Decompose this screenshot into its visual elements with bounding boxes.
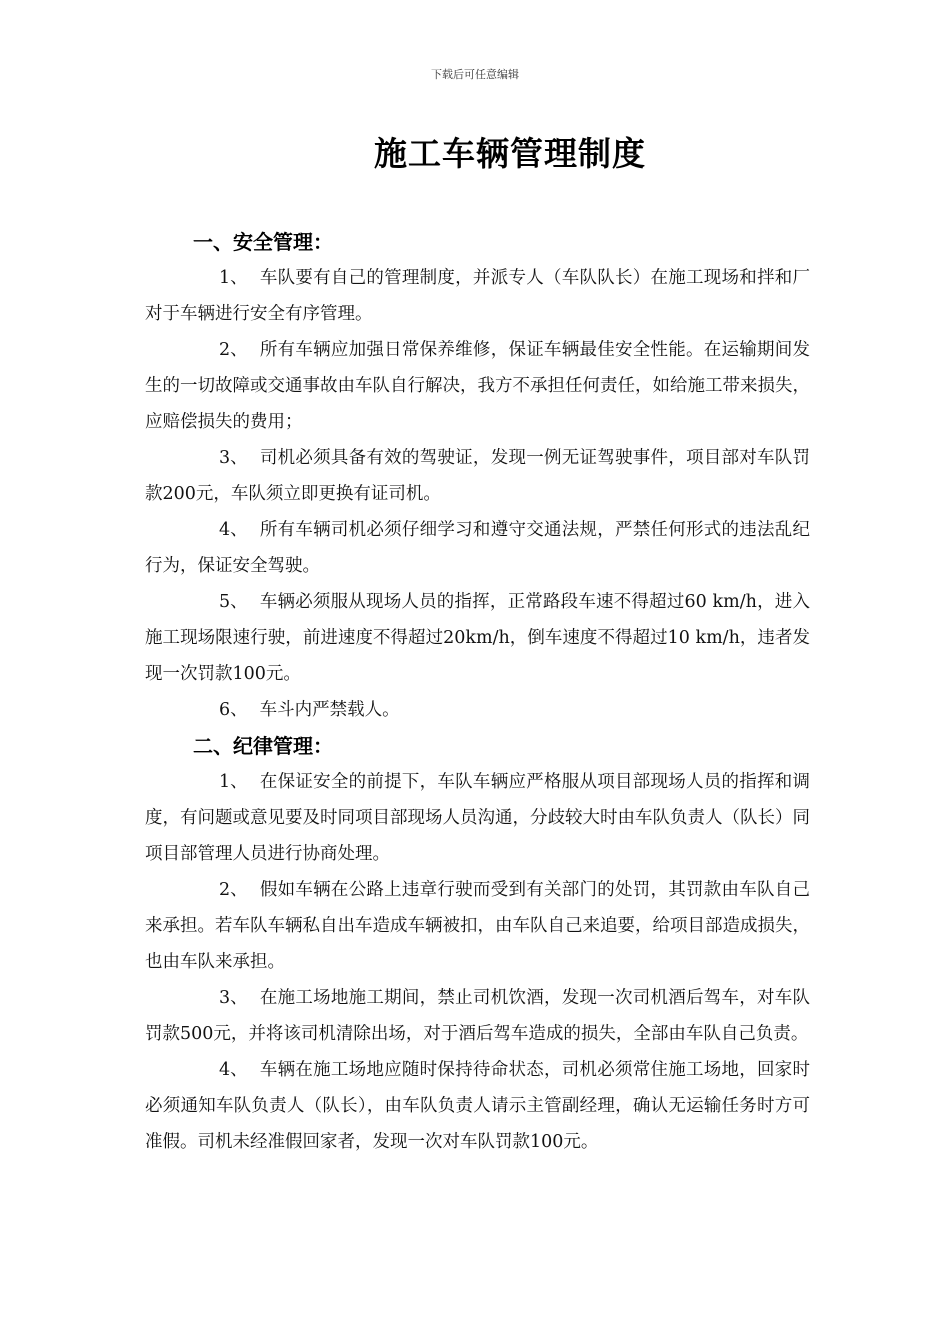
section-heading-safety: 一、安全管理： xyxy=(193,230,333,254)
document-body xyxy=(145,224,810,1160)
item-text: 在施工场地施工期间，禁止司机饮酒，发现一次司机酒后驾车，对车队罚款500元，并将该司机清除出场，对于酒后驾车造成的损失，全部由车队自己负责。 xyxy=(145,988,810,1044)
list-item xyxy=(145,692,810,728)
item-text: 车斗内严禁载人。 xyxy=(259,700,400,720)
list-item xyxy=(145,260,810,332)
list-item xyxy=(145,440,810,512)
list-item xyxy=(145,332,810,440)
list-item xyxy=(145,512,810,584)
item-number: 1、 xyxy=(219,268,248,288)
item-text: 车辆必须服从现场人员的指挥，正常路段车速不得超过60 km/h，进入施工现场限速行驶，前进速度不得超过20km/h，倒车速度不得超过10 km/h，违者发现一次罚款100元。 xyxy=(145,592,810,684)
list-item xyxy=(145,1052,810,1160)
item-text: 车辆在施工场地应随时保持待命状态，司机必须常住施工场地，回家时必须通知车队负责人（队长），由车队负责人请示主管副经理，确认无运输任务时方可准假。司机未经准假回家者，发现一次对车队罚款100元。 xyxy=(145,1060,810,1152)
item-text: 所有车辆司机必须仔细学习和遵守交通法规，严禁任何形式的违法乱纪行为，保证安全驾驶。 xyxy=(145,520,810,576)
item-text: 假如车辆在公路上违章行驶而受到有关部门的处罚，其罚款由车队自己来承担。若车队车辆私自出车造成车辆被扣，由车队自己来追要，给项目部造成损失，也由车队来承担。 xyxy=(145,880,810,972)
item-number: 4、 xyxy=(219,1060,248,1080)
item-number: 1、 xyxy=(219,772,248,792)
list-item xyxy=(145,980,810,1052)
item-text: 所有车辆应加强日常保养维修，保证车辆最佳安全性能。在运输期间发生的一切故障或交通事故由车队自行解决，我方不承担任何责任，如给施工带来损失，应赔偿损失的费用； xyxy=(145,340,810,432)
list-item xyxy=(145,764,810,872)
item-number: 3、 xyxy=(219,448,248,468)
item-text: 在保证安全的前提下，车队车辆应严格服从项目部现场人员的指挥和调度，有问题或意见要及时同项目部现场人员沟通，分歧较大时由车队负责人（队长）同项目部管理人员进行协商处理。 xyxy=(145,772,810,864)
document-title: 施工车辆管理制度 xyxy=(374,134,646,173)
item-number: 5、 xyxy=(219,592,248,612)
item-number: 3、 xyxy=(219,988,248,1008)
item-text: 司机必须具备有效的驾驶证，发现一例无证驾驶事件，项目部对车队罚款200元，车队须立即更换有证司机。 xyxy=(145,448,810,504)
item-number: 6、 xyxy=(219,700,248,720)
list-item xyxy=(145,872,810,980)
item-number: 2、 xyxy=(219,880,248,900)
item-number: 4、 xyxy=(219,520,248,540)
item-number: 2、 xyxy=(219,340,248,360)
item-text: 车队要有自己的管理制度，并派专人（车队队长）在施工现场和拌和厂对于车辆进行安全有序管理。 xyxy=(145,268,810,324)
header-note: 下载后可任意编辑 xyxy=(431,68,519,81)
list-item xyxy=(145,584,810,692)
section-heading-discipline: 二、纪律管理： xyxy=(193,734,333,758)
